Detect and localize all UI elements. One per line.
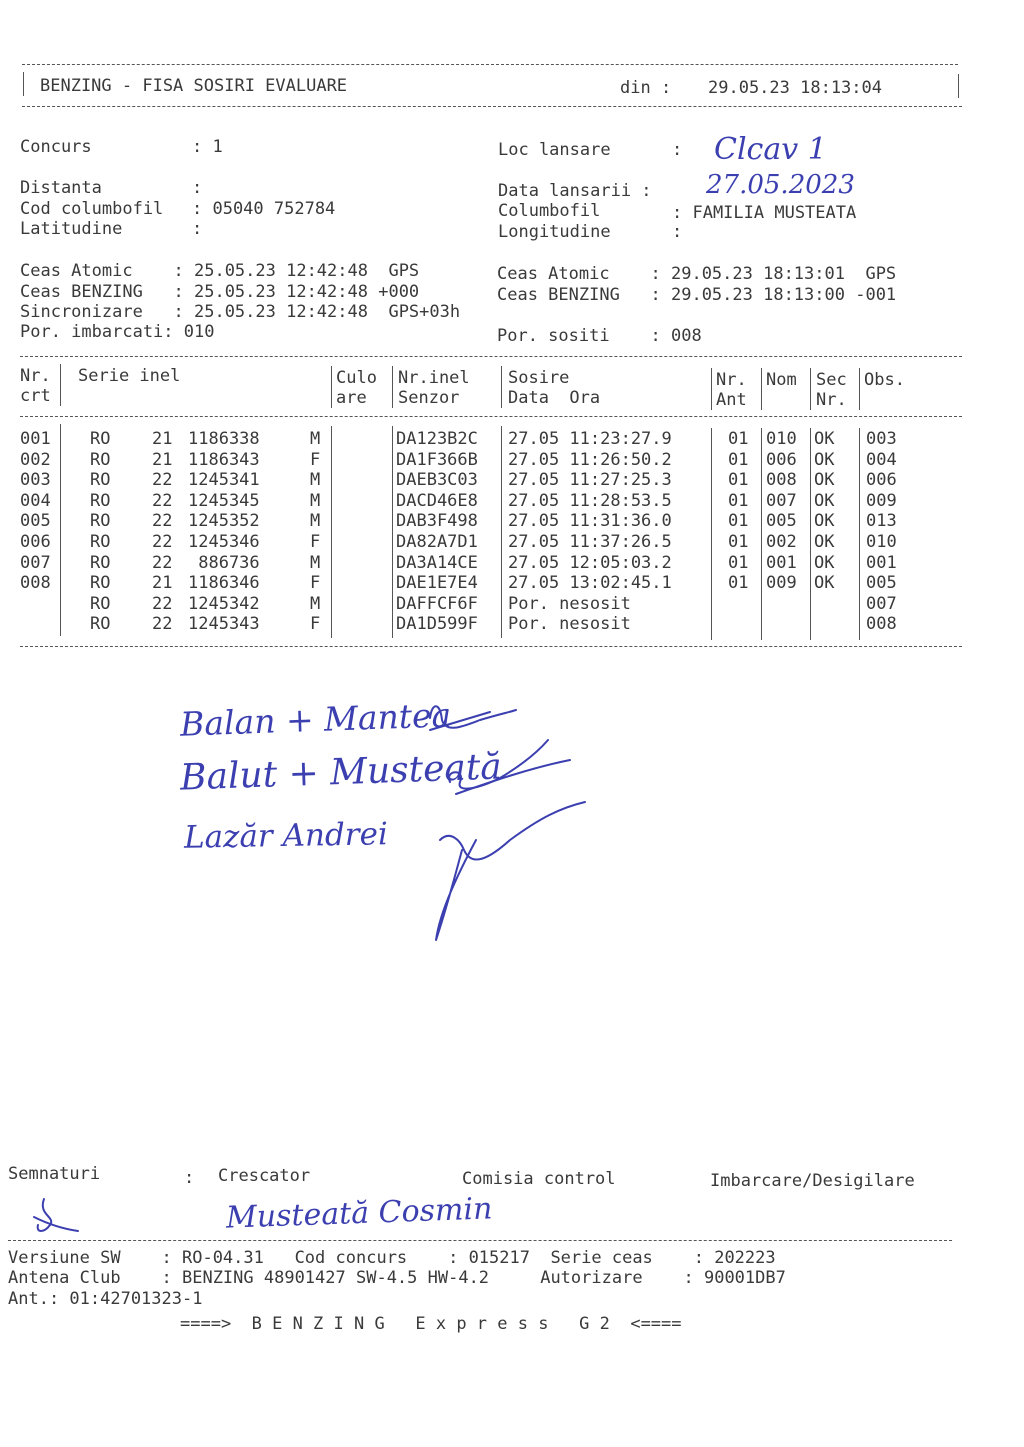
columbofil-value: : FAMILIA MUSTEATA (672, 203, 857, 223)
row-obs: 006 (866, 470, 897, 491)
col-culoare-h1: Culo (336, 368, 377, 388)
footer-rule (8, 1240, 952, 1241)
document-title: BENZING - FISA SOSIRI EVALUARE (40, 76, 348, 96)
row-sex: M (310, 552, 321, 573)
col-sep (501, 366, 502, 408)
signature-scribbles (420, 690, 620, 950)
row-senzor: DA3A14CE (396, 552, 478, 573)
row-senzor: DA123B2C (396, 429, 478, 449)
row-sec: OK (814, 429, 835, 449)
row-tara: RO (90, 593, 111, 614)
row-obs: 003 (866, 429, 897, 449)
row-senzor: DA82A7D1 (396, 532, 478, 552)
col-sep (761, 368, 762, 410)
col-sep (810, 428, 811, 640)
row-obs: 001 (866, 552, 897, 573)
table-bottom-rule (20, 646, 962, 647)
distanta-value: : (192, 178, 203, 198)
row-obs: 008 (866, 614, 897, 635)
imbarcare-desigilare-label: Imbarcare/Desigilare (710, 1171, 915, 1191)
row-sosire: 27.05 11:28:53.5 (508, 490, 672, 511)
distanta-label: Distanta (20, 178, 102, 198)
row-tara: RO (90, 614, 111, 635)
row-nom: 010 (766, 429, 797, 449)
row-sosire: Por. nesosit (508, 593, 631, 614)
col-sep (392, 426, 393, 638)
ant-line: Ant.: 01:42701323-1 (8, 1289, 203, 1309)
row-nom: 005 (766, 511, 797, 532)
row-crt: 003 (20, 470, 51, 491)
row-an: 21 (152, 449, 173, 470)
row-crt: 005 (20, 511, 51, 532)
row-sex: F (310, 532, 321, 552)
ceas-atomic-end: Ceas Atomic : 29.05.23 18:13:01 GPS (497, 264, 897, 284)
row-crt: 006 (20, 532, 51, 552)
col-sosire-h1: Sosire (508, 368, 570, 388)
row-an: 22 (152, 532, 173, 552)
row-sosire: 27.05 11:26:50.2 (508, 449, 672, 470)
row-sex: M (310, 511, 321, 532)
row-crt: 008 (20, 573, 51, 594)
header-left-bar (23, 72, 24, 96)
col-nr-crt-h2: crt (20, 386, 51, 406)
col-nr-inel-h2: Senzor (398, 388, 460, 408)
row-inel: 1245342 (188, 593, 260, 614)
col-nom-header: Nom (766, 370, 797, 390)
row-inel: 1245343 (188, 614, 260, 635)
din-label: din : (620, 78, 672, 98)
col-culoare-h2: are (336, 388, 367, 408)
ceas-benzing-start: Ceas BENZING : 25.05.23 12:42:48 +000 (20, 282, 420, 302)
row-sec: OK (814, 511, 835, 532)
col-sep (501, 426, 502, 638)
row-tara: RO (90, 449, 111, 470)
antena-line: Antena Club : BENZING 48901427 SW-4.5 HW-4.2 Autorizare : 90001DB7 (8, 1268, 786, 1288)
row-sex: M (310, 470, 321, 491)
header-bottom-rule (22, 106, 962, 107)
loc-lansare-label: Loc lansare (498, 140, 611, 160)
row-crt: 002 (20, 449, 51, 470)
longitudine-label: Longitudine (498, 222, 611, 242)
porumbei-sositi: Por. sositi : 008 (497, 326, 702, 346)
row-sec: OK (814, 573, 835, 594)
row-an: 22 (152, 511, 173, 532)
col-nr-crt-h1: Nr. (20, 366, 51, 386)
col-nr-inel-h1: Nr.inel (398, 368, 470, 388)
sincronizare: Sincronizare : 25.05.23 12:42:48 GPS+03h (20, 302, 461, 322)
row-an: 22 (152, 614, 173, 635)
row-senzor: DAE1E7E4 (396, 573, 478, 594)
row-sosire: 27.05 13:02:45.1 (508, 573, 672, 594)
row-obs: 005 (866, 573, 897, 594)
row-an: 22 (152, 552, 173, 573)
col-sec-h2: Nr. (816, 390, 847, 410)
row-antena: 01 (728, 573, 749, 594)
table-top-rule (20, 356, 962, 357)
row-obs: 004 (866, 449, 897, 470)
row-nom: 006 (766, 449, 797, 470)
row-sex: F (310, 449, 321, 470)
row-an: 22 (152, 593, 173, 614)
row-sex: M (310, 429, 321, 449)
row-sec: OK (814, 532, 835, 552)
row-senzor: DA1F366B (396, 449, 478, 470)
row-senzor: DA1D599F (396, 614, 478, 635)
row-inel: 1245346 (188, 532, 260, 552)
row-nom: 001 (766, 552, 797, 573)
row-crt: 004 (20, 490, 51, 511)
header-right-bar (958, 74, 959, 98)
cod-columbofil-label: Cod columbofil (20, 199, 164, 219)
data-lansarii-handwritten: 27.05.2023 (706, 170, 855, 200)
row-sex: M (310, 490, 321, 511)
row-inel: 886736 (188, 552, 260, 573)
col-nr-ant-h2: Ant (716, 390, 747, 410)
col-sep (711, 368, 712, 410)
row-tara: RO (90, 429, 111, 449)
col-sep (761, 428, 762, 640)
row-inel: 1186343 (188, 449, 260, 470)
row-crt: 007 (20, 552, 51, 573)
row-nom: 002 (766, 532, 797, 552)
row-obs: 010 (866, 532, 897, 552)
row-sosire: 27.05 11:27:25.3 (508, 470, 672, 491)
col-sep (331, 366, 332, 408)
row-nom: 007 (766, 490, 797, 511)
row-antena: 01 (728, 490, 749, 511)
col-obs-header: Obs. (864, 370, 905, 390)
row-an: 21 (152, 573, 173, 594)
semnaturi-label: Semnaturi (8, 1164, 101, 1184)
crescator-signature: Musteată Cosmin (225, 1191, 493, 1236)
longitudine-value: : (672, 222, 683, 242)
row-tara: RO (90, 470, 111, 491)
row-antena: 01 (728, 552, 749, 573)
row-nom: 008 (766, 470, 797, 491)
row-sosire: 27.05 12:05:03.2 (508, 552, 672, 573)
row-an: 22 (152, 470, 173, 491)
row-sec: OK (814, 449, 835, 470)
loc-lansare-colon: : (672, 140, 683, 160)
benzing-brand-line: ====> B E N Z I N G E x p r e s s G 2 <==== (180, 1314, 682, 1334)
row-senzor: DAFFCF6F (396, 593, 478, 614)
latitudine-label: Latitudine (20, 219, 123, 239)
row-obs: 013 (866, 511, 897, 532)
row-nom: 009 (766, 573, 797, 594)
row-senzor: DACD46E8 (396, 490, 478, 511)
semnaturi-colon: : (184, 1168, 195, 1188)
comisia-control-label: Comisia control (462, 1169, 616, 1189)
handwritten-name-1: Balan + Mantea (179, 695, 452, 744)
ceas-benzing-end: Ceas BENZING : 29.05.23 18:13:00 -001 (497, 285, 897, 305)
row-sex: F (310, 573, 321, 594)
crescator-label: Crescator (218, 1166, 311, 1186)
row-sex: M (310, 593, 321, 614)
col-sep (60, 364, 61, 406)
concurs-value: : 1 (192, 137, 223, 157)
col-nr-ant-h1: Nr. (716, 370, 747, 390)
row-an: 22 (152, 490, 173, 511)
signature-mark (30, 1195, 90, 1240)
row-tara: RO (90, 573, 111, 594)
header-top-rule (22, 64, 958, 65)
row-antena: 01 (728, 429, 749, 449)
versiune-line: Versiune SW : RO-04.31 Cod concurs : 015217 Serie ceas : 202223 (8, 1248, 776, 1268)
row-sec: OK (814, 490, 835, 511)
row-inel: 1186346 (188, 573, 260, 594)
header-datetime: 29.05.23 18:13:04 (708, 78, 882, 98)
row-antena: 01 (728, 532, 749, 552)
row-antena: 01 (728, 470, 749, 491)
row-sosire: 27.05 11:37:26.5 (508, 532, 672, 552)
col-sep (331, 426, 332, 638)
handwritten-name-2: Balut + Musteată (179, 746, 503, 799)
cod-columbofil-value: : 05040 752784 (192, 199, 336, 219)
row-an: 21 (152, 429, 173, 449)
row-sec: OK (814, 552, 835, 573)
col-serie-inel-header: Serie inel (78, 366, 181, 386)
row-inel: 1245352 (188, 511, 260, 532)
row-sosire: 27.05 11:31:36.0 (508, 511, 672, 532)
table-header-rule (20, 416, 962, 417)
col-sep (392, 366, 393, 408)
row-sosire: Por. nesosit (508, 614, 631, 635)
col-sosire-h2: Data Ora (508, 388, 601, 408)
ceas-atomic-start: Ceas Atomic : 25.05.23 12:42:48 GPS (20, 261, 420, 281)
row-inel: 1245345 (188, 490, 260, 511)
col-sep (711, 428, 712, 640)
col-sep (859, 428, 860, 640)
row-tara: RO (90, 511, 111, 532)
row-inel: 1186338 (188, 429, 260, 449)
col-sec-h1: Sec (816, 370, 847, 390)
col-sep (810, 368, 811, 410)
data-lansarii-label: Data lansarii : (498, 181, 652, 201)
row-antena: 01 (728, 511, 749, 532)
row-sosire: 27.05 11:23:27.9 (508, 429, 672, 449)
row-obs: 009 (866, 490, 897, 511)
row-senzor: DAB3F498 (396, 511, 478, 532)
row-antena: 01 (728, 449, 749, 470)
row-crt: 001 (20, 429, 51, 449)
row-sex: F (310, 614, 321, 635)
latitudine-value: : (192, 219, 203, 239)
col-sep (60, 424, 61, 636)
columbofil-label: Columbofil (498, 201, 601, 221)
row-tara: RO (90, 532, 111, 552)
handwritten-name-3: Lazăr Andrei (183, 816, 389, 856)
col-sep (859, 368, 860, 410)
row-obs: 007 (866, 593, 897, 614)
loc-lansare-handwritten: Clcav 1 (714, 132, 827, 167)
row-senzor: DAEB3C03 (396, 470, 478, 491)
row-inel: 1245341 (188, 470, 260, 491)
row-tara: RO (90, 490, 111, 511)
row-sec: OK (814, 470, 835, 491)
concurs-label: Concurs (20, 137, 92, 157)
porumbei-imbarcati: Por. imbarcati: 010 (20, 322, 215, 342)
row-tara: RO (90, 552, 111, 573)
